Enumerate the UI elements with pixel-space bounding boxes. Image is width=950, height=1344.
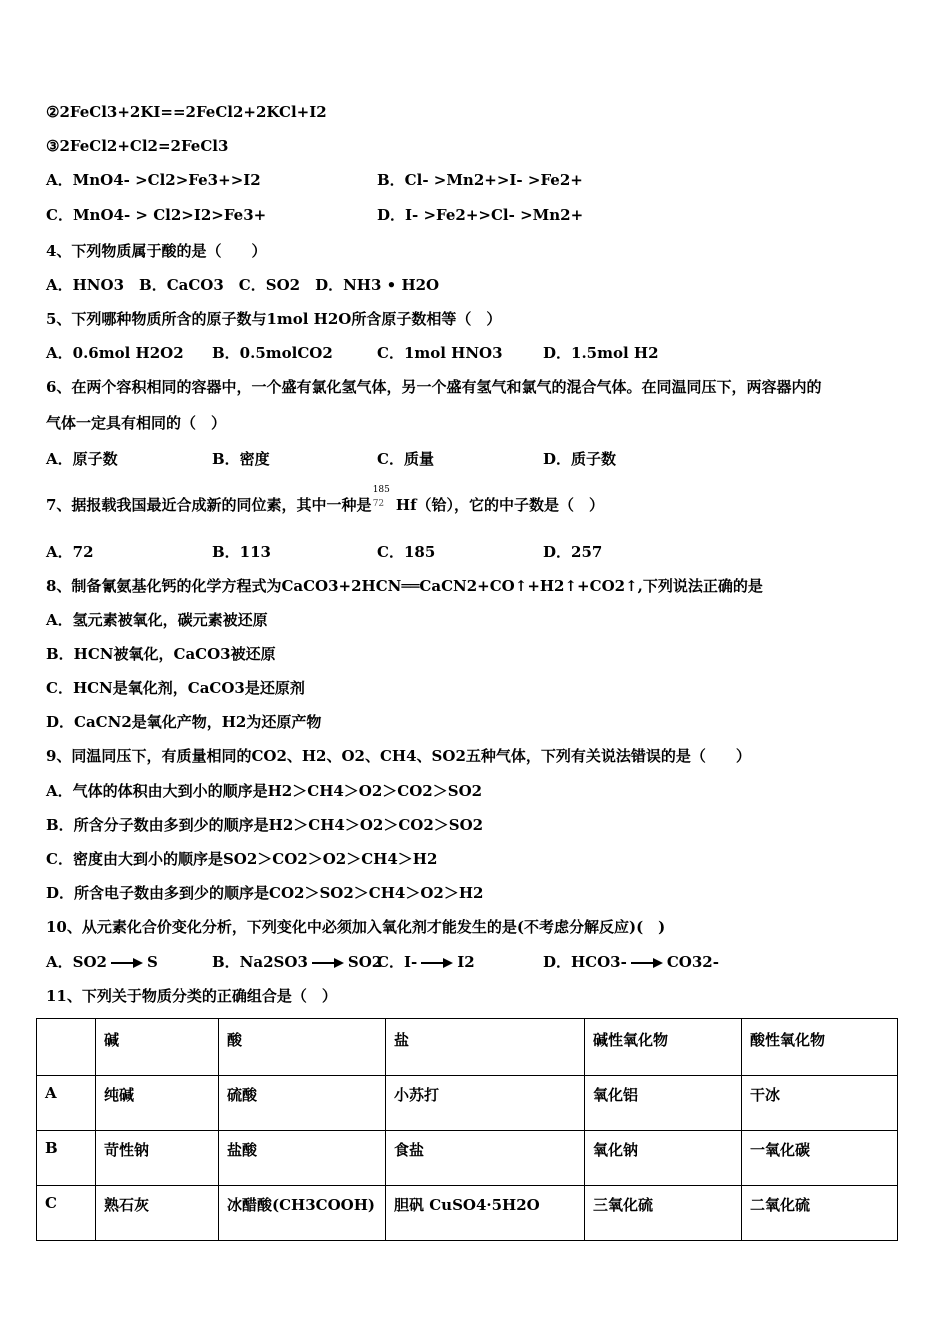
- q4-stem: 4、下列物质属于酸的是（ ）: [46, 242, 267, 260]
- table-row: [37, 1186, 898, 1241]
- arrow-icon: [312, 958, 344, 968]
- table-row: [37, 1076, 898, 1131]
- table-cell: 一氧化碳: [742, 1131, 898, 1186]
- q7-stem-post: Hf（铪），它的中子数是（ ）: [395, 496, 605, 514]
- q10-c-to: I2: [457, 953, 475, 971]
- table-header-cell: 碱: [96, 1019, 219, 1076]
- q5-option-c: C．1mol HNO3: [377, 344, 503, 362]
- table-cell: 冰醋酸(CH3COOH): [219, 1186, 386, 1241]
- q6-option-d: D．质子数: [543, 450, 617, 468]
- q8-option-a: A．氢元素被氧化，碳元素被还原: [46, 611, 268, 629]
- q7-stem-pre: 7、据报载我国最近合成新的同位素，其中一种是: [46, 496, 372, 514]
- q10-a-from: A．SO2: [46, 953, 107, 971]
- q10-option-c: [377, 952, 475, 972]
- q7-option-a: A．72: [46, 543, 94, 561]
- table-cell: 纯碱: [96, 1076, 219, 1131]
- table-cell: 氧化钠: [585, 1131, 742, 1186]
- q10-d-from: D．HCO3-: [543, 953, 627, 971]
- table-cell: 胆矾 CuSO4·5H2O: [386, 1186, 585, 1241]
- isotope-mass-number: 185: [372, 485, 390, 495]
- q6-option-b: B．密度: [212, 450, 270, 468]
- table-cell: 盐酸: [219, 1131, 386, 1186]
- q9-stem: 9、同温同压下，有质量相同的CO2、H2、O2、CH4、SO2五种气体，下列有关说法错误的是（ ）: [46, 747, 751, 765]
- q10-option-a: [46, 952, 158, 972]
- q10-stem: 10、从元素化合价变化分析，下列变化中必须加入氧化剂才能发生的是(不考虑分解反应)( ): [46, 918, 666, 936]
- table-row: [37, 1131, 898, 1186]
- q6-option-c: C．质量: [377, 450, 434, 468]
- q5-option-d: D．1.5mol H2: [543, 344, 659, 362]
- table-header-cell: 盐: [386, 1019, 585, 1076]
- arrow-icon: [111, 958, 143, 968]
- classification-table: [36, 1018, 898, 1241]
- q10-d-to: CO32-: [666, 953, 719, 971]
- table-cell: A: [37, 1076, 96, 1131]
- q10-option-d: [543, 952, 719, 972]
- q7-option-d: D．257: [543, 543, 603, 561]
- q8-option-c: C．HCN是氧化剂，CaCO3是还原剂: [46, 679, 305, 697]
- q11-stem: 11、下列关于物质分类的正确组合是（ ）: [46, 987, 337, 1005]
- q7-option-c: C．185: [377, 543, 436, 561]
- q3-option-d: D．I- >Fe2+>Cl- >Mn2+: [377, 206, 584, 224]
- q7-option-b: B．113: [212, 543, 271, 561]
- q9-option-b: B．所含分子数由多到少的顺序是H2＞CH4＞O2＞CO2＞SO2: [46, 816, 484, 834]
- q4-options: A．HNO3 B．CaCO3 C．SO2 D．NH3 • H2O: [46, 276, 440, 294]
- q9-option-a: A．气体的体积由大到小的顺序是H2＞CH4＞O2＞CO2＞SO2: [46, 782, 483, 800]
- table-cell: 氧化铝: [585, 1076, 742, 1131]
- q6-option-a: A．原子数: [46, 450, 118, 468]
- table-cell: C: [37, 1186, 96, 1241]
- q10-a-to: S: [146, 953, 158, 971]
- equation-2: ②2FeCl3+2KI==2FeCl2+2KCl+I2: [46, 103, 327, 121]
- q5-option-b: B．0.5molCO2: [212, 344, 333, 362]
- q3-option-b: B．Cl- >Mn2+>I- >Fe2+: [377, 171, 583, 189]
- q9-option-c: C．密度由大到小的顺序是SO2＞CO2＞O2＞CH4＞H2: [46, 850, 438, 868]
- equation-3: ③2FeCl2+Cl2=2FeCl3: [46, 137, 229, 155]
- table-cell: 小苏打: [386, 1076, 585, 1131]
- table-cell: 二氧化硫: [742, 1186, 898, 1241]
- table-header-cell: 酸性氧化物: [742, 1019, 898, 1076]
- table-header-cell: 碱性氧化物: [585, 1019, 742, 1076]
- q8-stem: 8、制备氰氨基化钙的化学方程式为CaCO3+2HCN══CaCN2+CO↑+H2↑+CO2↑,下列说法正确的是: [46, 577, 763, 595]
- table-cell: 硫酸: [219, 1076, 386, 1131]
- q8-option-b: B．HCN被氧化，CaCO3被还原: [46, 645, 276, 663]
- isotope-atomic-number: 72: [372, 499, 385, 509]
- arrow-icon: [631, 958, 663, 968]
- q3-option-a: A．MnO4- >Cl2>Fe3+>I2: [46, 171, 261, 189]
- table-cell: 食盐: [386, 1131, 585, 1186]
- table-header-row: [37, 1019, 898, 1076]
- table-cell: 三氧化硫: [585, 1186, 742, 1241]
- table-cell: 苛性钠: [96, 1131, 219, 1186]
- arrow-icon: [421, 958, 453, 968]
- q8-option-d: D．CaCN2是氧化产物，H2为还原产物: [46, 713, 322, 731]
- q10-option-b: [212, 952, 382, 972]
- table-cell: 干冰: [742, 1076, 898, 1131]
- q10-b-to: SO2: [347, 953, 383, 971]
- q5-stem: 5、下列哪种物质所含的原子数与1mol H2O所含原子数相等（ ）: [46, 310, 502, 328]
- q5-option-a: A．0.6mol H2O2: [46, 344, 184, 362]
- table-cell: 熟石灰: [96, 1186, 219, 1241]
- q3-option-c: C．MnO4- > Cl2>I2>Fe3+: [46, 206, 267, 224]
- q9-option-d: D．所含电子数由多到少的顺序是CO2＞SO2＞CH4＞O2＞H2: [46, 884, 484, 902]
- table-header-cell: [37, 1019, 96, 1076]
- q6-stem-line2: 气体一定具有相同的（ ）: [46, 414, 227, 432]
- q7-stem: [46, 485, 605, 516]
- q6-stem-line1: 6、在两个容积相同的容器中，一个盛有氯化氢气体，另一个盛有氢气和氯气的混合气体。在同温同压下，两容器内的: [46, 378, 822, 396]
- q10-c-from: C．I-: [377, 953, 418, 971]
- table-cell: B: [37, 1131, 96, 1186]
- table-header-cell: 酸: [219, 1019, 386, 1076]
- isotope-notation: [372, 485, 391, 516]
- q10-b-from: B．Na2SO3: [212, 953, 308, 971]
